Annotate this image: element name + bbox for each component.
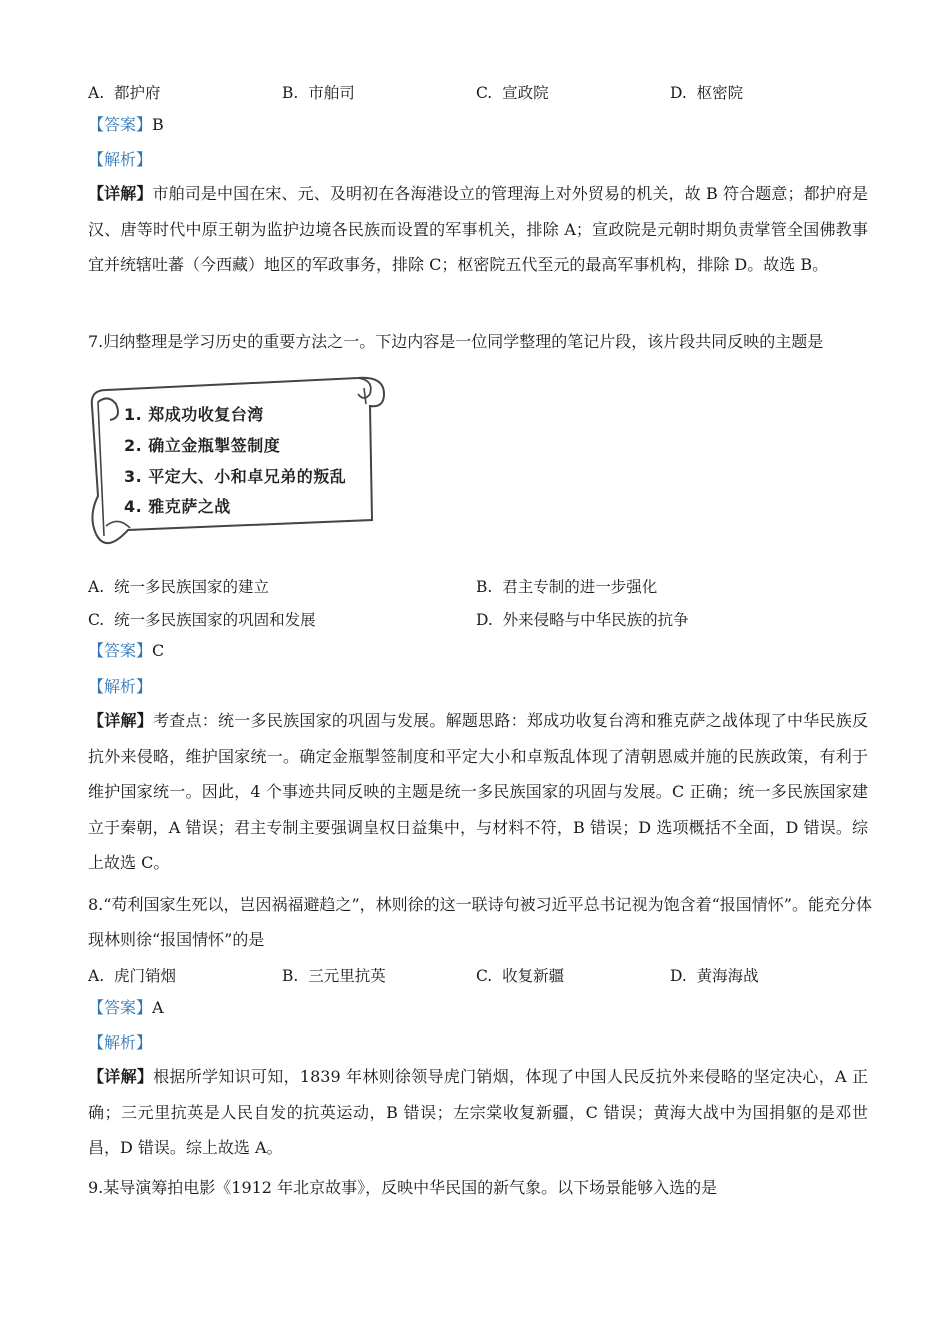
detail-tag: 【详解】	[88, 184, 153, 203]
q7-stem: 7.归纳整理是学习历史的重要方法之一。下边内容是一位同学整理的笔记片段，该片段共同反映的主题是	[88, 332, 824, 351]
option-text: 都护府	[113, 84, 161, 102]
q8-analysis-tag	[88, 1033, 878, 1053]
option-letter: A.	[88, 84, 105, 102]
option-text: 君主专制的进一步强化	[502, 578, 658, 596]
answer-tag: 【答案】	[88, 115, 153, 134]
q7-option-b[interactable]	[476, 575, 657, 597]
analysis-tag: 【解析】	[88, 150, 153, 169]
q6-option-d[interactable]	[670, 81, 743, 103]
option-letter: C.	[476, 84, 493, 102]
scroll-item: 1. 郑成功收复台湾	[124, 405, 264, 424]
q6-analysis-tag	[88, 150, 878, 170]
q7-option-d[interactable]	[476, 608, 689, 630]
option-text: 市舶司	[308, 84, 355, 102]
answer-tag: 【答案】	[88, 998, 153, 1017]
option-text: 统一多民族国家的巩固和发展	[114, 611, 316, 629]
detail-text: 市舶司是中国在宋、元、及明初在各海港设立的管理海上对外贸易的机关，故 B 符合题意；都护府是汉、唐等时代中原王朝为监护边境各民族而设置的军事机关，排除 A；宣政院是元朝时期负责掌管全国佛教事宜并统辖吐蕃（今西藏）地区的军政事务，排除 C；枢密院五代至元的最高军事机构，排除 D。故选 B。	[88, 184, 868, 274]
scroll-item: 2. 确立金瓶掣签制度	[124, 436, 281, 455]
q9-stem: 9.某导演筹拍电影《1912 年北京故事》，反映中华民国的新气象。以下场景能够入选的是	[88, 1178, 718, 1197]
option-letter: A.	[88, 967, 105, 985]
option-letter: C.	[476, 967, 493, 985]
scroll-item: 4. 雅克萨之战	[124, 497, 231, 516]
option-letter: A.	[88, 578, 105, 596]
detail-tag: 【详解】	[88, 711, 154, 730]
q6-answer	[88, 115, 878, 135]
option-text: 统一多民族国家的建立	[113, 578, 269, 596]
option-letter: B.	[282, 967, 299, 985]
notes-scroll-image	[88, 366, 388, 552]
detail-text: 考查点：统一多民族国家的巩固与发展。解题思路：郑成功收复台湾和雅克萨之战体现了中华民族反抗外来侵略，维护国家统一。确定金瓶掣签制度和平定大小和卓叛乱体现了清朝恩威并施的民族政策，有利于维护国家统一。因此，4 个事迹共同反映的主题是统一多民族国家的巩固与发展。C 正确；统一多民族国家建立于秦朝，A 错误；君主专制主要强调皇权日益集中，与材料不符，B 错误；D 选项概括不全面，D 错误。综上故选 C。	[88, 711, 868, 872]
answer-value: B	[152, 115, 164, 134]
q7-analysis-tag	[88, 677, 878, 697]
option-letter: D.	[476, 611, 493, 629]
scroll-outline	[88, 366, 388, 552]
option-letter: D.	[670, 84, 687, 102]
option-text: 枢密院	[696, 84, 744, 102]
q7-answer	[88, 641, 878, 661]
q7-option-c[interactable]	[88, 608, 316, 630]
answer-value: C	[152, 641, 165, 660]
option-text: 外来侵略与中华民族的抗争	[502, 611, 689, 629]
q8-option-d[interactable]	[670, 964, 759, 986]
option-letter: C.	[88, 611, 105, 629]
option-letter: B.	[282, 84, 299, 102]
q7-option-a[interactable]	[88, 575, 269, 597]
analysis-tag: 【解析】	[88, 677, 153, 696]
option-letter: B.	[476, 578, 493, 596]
q7-detail	[88, 703, 868, 881]
option-text: 宣政院	[502, 84, 549, 102]
q8-option-c[interactable]	[476, 964, 564, 986]
q6-detail	[88, 176, 868, 283]
q8-answer	[88, 998, 878, 1018]
option-text: 虎门销烟	[113, 967, 176, 985]
q6-option-b[interactable]	[282, 81, 355, 103]
option-letter: D.	[670, 967, 687, 985]
option-text: 收复新疆	[502, 967, 565, 985]
analysis-tag: 【解析】	[88, 1033, 153, 1052]
option-text: 黄海海战	[696, 967, 759, 985]
q6-option-c[interactable]	[476, 81, 549, 103]
answer-value: A	[152, 998, 164, 1017]
option-text: 三元里抗英	[308, 967, 386, 985]
q6-option-a[interactable]	[88, 81, 161, 103]
q8-detail	[88, 1059, 868, 1166]
answer-tag: 【答案】	[88, 641, 153, 660]
detail-tag: 【详解】	[88, 1067, 154, 1086]
q8-option-a[interactable]	[88, 964, 176, 986]
q8-stem: 8.“苟利国家生死以，岂因祸福避趋之”，林则徐的这一联诗句被习近平总书记视为饱含着“报国情怀”。能充分体现林则徐“报国情怀”的是	[88, 895, 872, 949]
q8-option-b[interactable]	[282, 964, 386, 986]
scroll-item: 3. 平定大、小和卓兄弟的叛乱	[124, 467, 347, 486]
detail-text: 根据所学知识可知，1839 年林则徐领导虎门销烟，体现了中国人民反抗外来侵略的坚定决心，A 正确；三元里抗英是人民自发的抗英运动，B 错误；左宗棠收复新疆，C 错误；黄海大战中为国捐躯的是邓世昌，D 错误。综上故选 A。	[88, 1067, 868, 1157]
